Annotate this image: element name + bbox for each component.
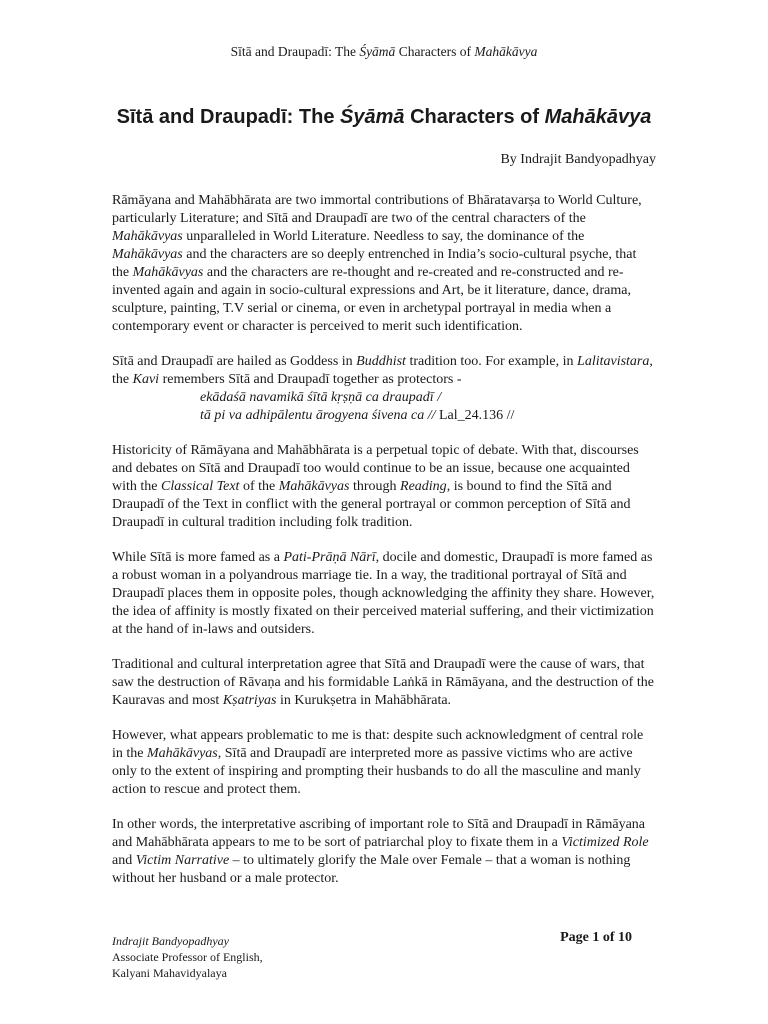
text-run: , the — [112, 354, 653, 387]
italic-run: Mahākāvyas — [132, 265, 204, 280]
verse-line-1 — [112, 390, 441, 405]
text-run: Rāmāyana and Mahābhārata are two immortal contributions of Bhāratavarṣa to World Culture, particularly Literature; and Sītā and Draupadī are two of the central characters of the — [112, 193, 642, 226]
title-em: Śyāmā — [340, 106, 405, 128]
italic-run: Mahākāvyas — [147, 746, 218, 761]
paragraph-5 — [112, 656, 656, 710]
text-run: , Sītā and Draupadī are interpreted more as passive victims who are active only to the extent of inspiring and prompting their husbands to do all the masculine and manly action to rescue and protect them. — [112, 746, 641, 797]
document-body — [112, 192, 656, 905]
title-text: Characters of — [404, 106, 545, 128]
paragraph-3 — [112, 442, 656, 532]
italic-run: Victimized Role — [561, 835, 649, 850]
text-run: Historicity of Rāmāyana and Mahābhārata is a perpetual topic of debate. With that, discourses and debates on Sītā and Draupadī too would continue to be an issue, because one acquainted with the — [112, 443, 639, 494]
italic-run: ekādaśā navamikā śītā kṛṣṇā ca draupadī / — [200, 390, 442, 405]
text-run: and the characters are so deeply entrenched in India’s socio-cultural psyche, that the — [112, 247, 637, 280]
text-run: tradition too. For example, in — [405, 354, 578, 369]
paragraph-4 — [112, 549, 656, 639]
text-run: through — [349, 479, 401, 494]
footer-role: Associate Professor of English, — [112, 950, 263, 964]
text-run: remembers Sītā and Draupadī together as protectors - — [159, 372, 462, 387]
text-run: and — [112, 853, 136, 868]
italic-run: tā pi va adhipālentu ārogyena śivena ca // — [200, 408, 436, 423]
text-run: unparalleled in World Literature. Needless to say, the dominance of the — [182, 229, 585, 244]
text-run: of the — [239, 479, 279, 494]
title-em: Mahākāvya — [544, 106, 652, 128]
footer-author-block — [112, 933, 263, 981]
footer-college: Kalyani Mahavidyalaya — [112, 966, 227, 980]
text-run: While Sītā is more famed as a — [112, 550, 284, 565]
italic-run: Victim Narrative — [135, 853, 230, 868]
verse-line-2 — [112, 408, 514, 423]
italic-run: Classical Text — [161, 479, 240, 494]
author-byline: By Indrajit Bandyopadhyay — [500, 152, 656, 167]
italic-run: Pati-Prāṇā Nārī, — [283, 550, 380, 565]
italic-run: Mahākāvyas — [112, 247, 183, 262]
italic-run: Mahākāvyas — [278, 479, 350, 494]
text-run: However, what appears problematic to me is that: despite such acknowledgment of central role in the — [112, 728, 644, 761]
footer-name: Indrajit Bandyopadhyay — [112, 934, 229, 948]
header-em: Śyāmā — [359, 44, 396, 59]
page-number: Page 1 of 10 — [560, 930, 632, 945]
italic-run: Mahākāvyas — [112, 229, 183, 244]
paragraph-1 — [112, 192, 656, 336]
text-run: , is bound to find the Sītā and Draupadī of the Text in conflict with the general portrayal or common perception of Sītā and Draupadī in cultural tradition including folk tradition. — [112, 479, 631, 530]
paragraph-7 — [112, 816, 656, 888]
header-em: Mahākāvya — [474, 44, 538, 59]
text-run: Sītā and Draupadī are hailed as Goddess in — [112, 354, 357, 369]
text-run: in Kurukṣetra in Mahābhārata. — [276, 693, 452, 708]
italic-run: Lalitavistara — [577, 354, 650, 369]
text-run: In other words, the interpretative ascribing of important role to Sītā and Draupadī in Rāmāyana and Mahābhārata appears to me to be sort of patriarchal ploy to fixate them in a — [112, 817, 646, 850]
header-text: Characters of — [395, 44, 475, 59]
italic-run: Buddhist — [356, 354, 406, 369]
header-text: Sītā and Draupadī: The — [230, 44, 360, 59]
italic-run: Reading — [400, 479, 447, 494]
text-run: docile and domestic, Draupadī is more famed as a robust woman in a polyandrous marriage tie. In a way, the traditional portrayal of Sītā and Draupadī places them in opposite poles, though acknowledging the affinity they share. However, the idea of affinity is mostly fixated on their perceived material suffering, and their victimization at the hand of in-laws and outsiders. — [112, 550, 655, 637]
paragraph-6 — [112, 727, 656, 799]
verse-reference: Lal_24.136 // — [435, 408, 515, 423]
italic-run: Kṣatriyas — [222, 693, 277, 708]
text-run: and the characters are re-thought and re-created and re-constructed and re-invented again and again in socio-cultural expressions and Art, be it literature, dance, drama, sculpture, painting, T.V serial or cinema, or even in archetypal portrayal in media when a contemporary event or character is perceived to merit such identification. — [112, 265, 631, 334]
title-text: Sītā and Draupadī: The — [116, 106, 341, 128]
text-run: – to ultimately glorify the Male over Female – that a woman is nothing without her husband or a male protector. — [112, 853, 631, 886]
document-title — [0, 106, 768, 129]
paragraph-2 — [112, 353, 656, 425]
italic-run: Kavi — [132, 372, 160, 387]
running-header — [0, 44, 768, 60]
text-run: Traditional and cultural interpretation agree that Sītā and Draupadī were the cause of wars, that saw the destruction of Rāvaṇa and his formidable Laṅkā in Rāmāyana, and the destruction of the Kauravas and most — [112, 657, 654, 708]
